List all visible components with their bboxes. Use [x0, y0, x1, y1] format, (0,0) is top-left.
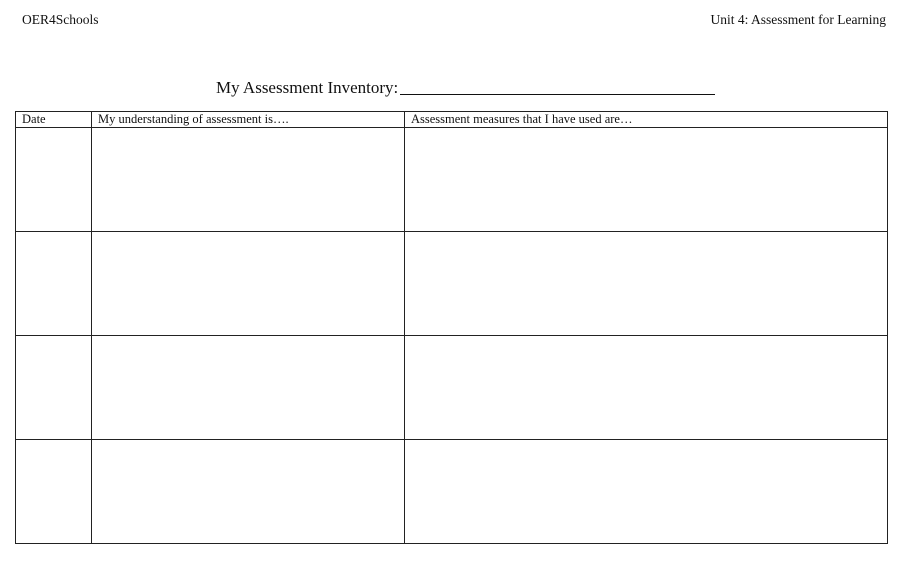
date-cell[interactable]: [16, 232, 92, 336]
date-cell[interactable]: [16, 336, 92, 440]
column-header-measures: Assessment measures that I have used are…: [405, 112, 888, 128]
header-unit-label: Unit 4: Assessment for Learning: [710, 12, 886, 27]
understanding-cell[interactable]: [92, 440, 405, 544]
column-header-date: Date: [16, 112, 92, 128]
table-row: [16, 440, 888, 544]
date-cell[interactable]: [16, 128, 92, 232]
title-blank-line: [400, 94, 715, 95]
inventory-table: [15, 111, 888, 544]
table-header-row: [16, 112, 888, 128]
table-row: [16, 128, 888, 232]
table-row: [16, 336, 888, 440]
measures-cell[interactable]: [405, 336, 888, 440]
measures-cell[interactable]: [405, 232, 888, 336]
measures-cell[interactable]: [405, 128, 888, 232]
column-header-understanding: My understanding of assessment is….: [92, 112, 405, 128]
date-cell[interactable]: [16, 440, 92, 544]
inventory-title: My Assessment Inventory:: [216, 78, 399, 97]
understanding-cell[interactable]: [92, 232, 405, 336]
understanding-cell[interactable]: [92, 128, 405, 232]
table-row: [16, 232, 888, 336]
understanding-cell[interactable]: [92, 336, 405, 440]
header-source-label: OER4Schools: [22, 12, 99, 27]
measures-cell[interactable]: [405, 440, 888, 544]
